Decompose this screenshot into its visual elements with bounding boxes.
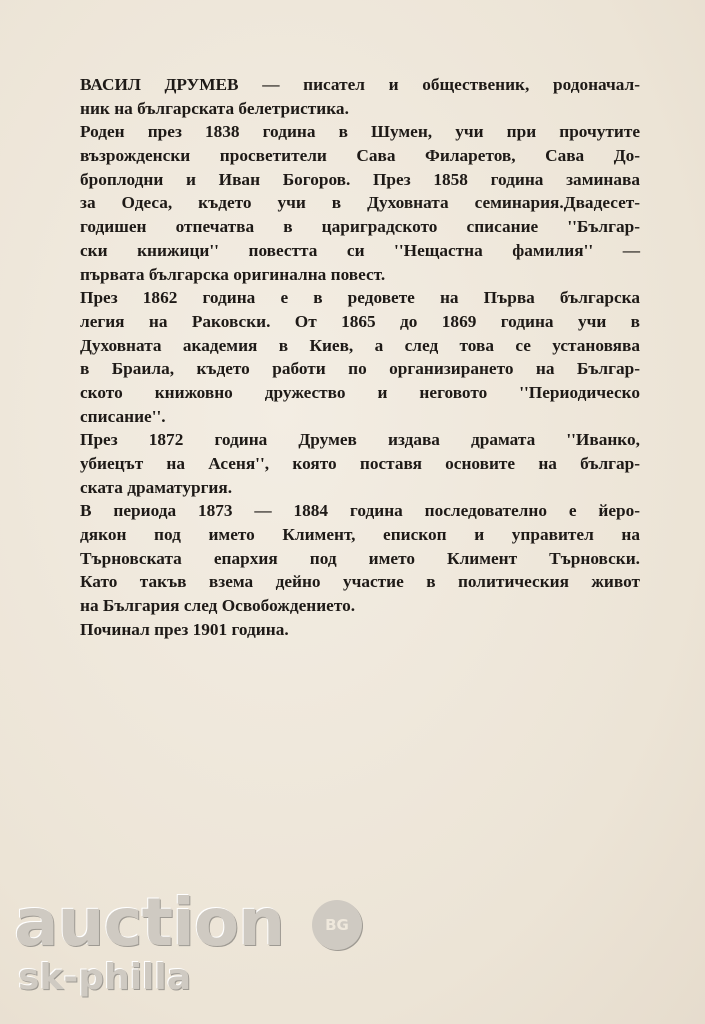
text-line: списание''. <box>80 406 166 426</box>
text-line: ски книжици'' повестта си ''Нещастна фамилия'' — <box>80 240 640 260</box>
watermark-logo <box>14 884 285 998</box>
text-line: ВАСИЛ ДРУМЕВ — писател и общественик, родоначал- <box>80 75 640 94</box>
text-line: първата българска оригинална повест. <box>80 264 386 284</box>
biography-text <box>80 73 640 642</box>
watermark-main: auction <box>14 884 285 961</box>
text-line: броплодни и Иван Богоров. През 1858 година заминава <box>80 169 640 189</box>
text-line: ското книжовно дружество и неговото ''Периодическо <box>80 382 640 402</box>
text-line: дякон под името Климент, епископ и управител на <box>80 525 640 545</box>
text-line: възрожденски просветители Сава Филаретов, Сава До- <box>80 146 640 166</box>
text-line: убиецът на Асеня'', която поставя основите на българ- <box>80 454 640 473</box>
text-line: През 1872 година Друмев издава драмата ''Иванко, <box>80 430 640 450</box>
text-line: Търновската епархия под името Климент Търновски. <box>80 548 640 568</box>
text-line: ник на българската белетристика. <box>80 98 349 118</box>
text-line: Духовната академия в Киев, а след това се установява <box>80 335 640 355</box>
text-line: легия на Раковски. От 1865 до 1869 година учи в <box>80 311 640 331</box>
text-line: През 1862 година е в редовете на Първа българска <box>80 288 640 308</box>
heading-name: ВАСИЛ ДРУМЕВ <box>80 75 239 94</box>
text-line: Починал през 1901 година. <box>80 619 289 639</box>
text-line: годишен отпечатва в цариградското списание ''Българ- <box>80 217 640 237</box>
text-line: в Браила, където работи по организирането на Българ- <box>80 359 640 379</box>
watermark-badge: BG <box>312 900 362 950</box>
watermark-sub: sk-philla <box>18 957 192 998</box>
text-line: Роден през 1838 година в Шумен, учи при прочутите <box>80 122 640 142</box>
text-line: на България след Освобождението. <box>80 596 356 616</box>
text-line: В периода 1873 — 1884 година последователно е йеро- <box>80 501 640 521</box>
text-line: за Одеса, където учи в Духовната семинария.Двадесет- <box>80 193 640 213</box>
text-line: ската драматургия. <box>80 477 233 497</box>
text-line: Като такъв взема дейно участие в политическия живот <box>80 572 640 592</box>
